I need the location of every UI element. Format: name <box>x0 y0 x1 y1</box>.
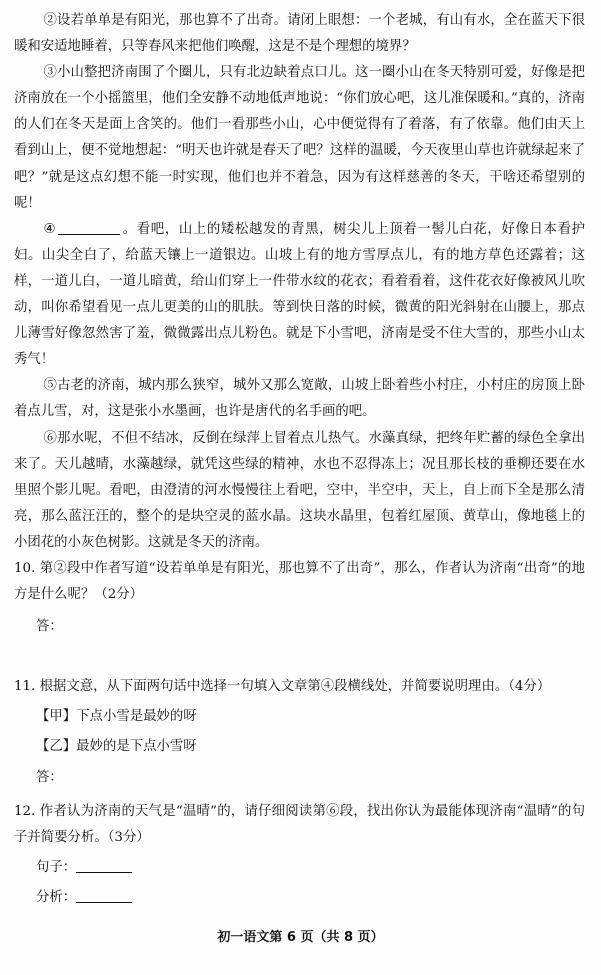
question-number: 11. <box>14 679 36 695</box>
paragraph-number: ⑤ <box>43 378 58 394</box>
analysis-answer-line[interactable] <box>76 888 132 903</box>
question-12 <box>14 799 585 851</box>
question-text: 第②段中作者写道“设若单单是有阳光，那也算不了出奇”，那么，作者认为济南“出奇”的地方是什么呢？（2分） <box>14 560 585 603</box>
option-b: 【乙】最妙的是下点小雪呀 <box>36 739 197 755</box>
question-10 <box>14 556 585 608</box>
paragraph-text: 小山整把济南围了个圈儿，只有北边缺着点口儿。这一圈小山在冬天特别可爱，好像是把济南放在一个小摇篮里，他们全安静不动地低声地说：“你们放心吧，这儿准保暖和。”真的，济南的人们在冬天是面上含笑的。他们一看那些小山，心中便觉得有了着落，有了依靠。他们由天上看到山上，便不觉地想起：“明天也许就是春天了吧？这样的温暖，今天夜里山草也许就绿起来了吧？”就是这点幻想不能一时实现，他们也并不着急，因为有这样慈善的冬天，干啥还希望别的呢！ <box>14 65 586 211</box>
question-number: 12. <box>14 803 36 819</box>
question-11 <box>14 674 585 700</box>
paragraph-5 <box>14 373 585 425</box>
page-footer: 初一语文第 6 页（共 8 页） <box>217 930 384 945</box>
paragraph-number: ⑥ <box>43 430 58 446</box>
paragraph-2 <box>14 8 585 60</box>
paragraph-text: 设若单单是有阳光，那也算不了出奇。请闭上眼想：一个老城，有山有水，全在蓝天下很暖和安适地睡着，只等春风来把他们唤醒，这是不是个理想的境界？ <box>14 13 586 55</box>
paragraph-text: 。看吧，山上的矮松越发的青黑，树尖儿上顶着一髻儿白花，好像日本看护妇。山尖全白了，给蓝天镶上一道银边。山坡上有的地方雪厚点儿，有的地方草色还露着；这样，一道儿白，一道儿暗黄，给山们穿上一件带水纹的花衣；看着看着，这件花衣好像被风儿吹动，叫你希望看见一点儿更美的山的肌肤。等到快日落的时候，微黄的阳光斜射在山腰上，那点儿薄雪好像忽然害了羞，微微露出点儿粉色。就是下小雪吧，济南是受不住大雪的，那些小山太秀气！ <box>14 221 585 368</box>
sentence-answer-line[interactable] <box>76 858 132 873</box>
paragraph-4 <box>14 217 585 374</box>
paragraph-6 <box>14 426 585 556</box>
analysis-answer-row <box>14 885 585 911</box>
question-10-answer[interactable] <box>14 614 585 640</box>
question-11-answer[interactable] <box>14 765 585 791</box>
answer-label: 答： <box>36 769 63 785</box>
sentence-answer-row <box>14 855 585 881</box>
question-number: 10. <box>14 560 36 576</box>
paragraph-text: 那水呢，不但不结冰，反倒在绿萍上冒着点儿热气。水藻真绿，把终年贮蓄的绿色全拿出来了。天儿越晴，水藻越绿，就凭这些绿的精神，水也不忍得冻上；况且那长枝的垂柳还要在水里照个影儿呢。看吧，由澄清的河水慢慢往上看吧，空中，半空中，天上，自上而下全是那么清亮，那么蓝汪汪的，整个的是块空灵的蓝水晶。这块水晶里，包着红屋顶、黄草山，像地毯上的小团花的小灰色树影。这就是冬天的济南。 <box>14 430 586 550</box>
paragraph-number: ② <box>43 13 58 28</box>
fill-in-blank[interactable] <box>58 220 120 235</box>
question-text: 作者认为济南的天气是“温晴”的，请仔细阅读第⑥段，找出你认为最能体现济南“温晴”的句子并简要分析。（3分） <box>14 803 585 845</box>
paragraph-number: ④ <box>43 221 57 237</box>
question-text: 根据文意，从下面两句话中选择一句填入文章第④段横线处，并简要说明理由。（4分） <box>39 679 551 695</box>
analysis-label: 分析： <box>36 889 77 905</box>
answer-label: 答： <box>36 619 63 635</box>
paragraph-number: ③ <box>43 65 58 81</box>
paragraph-3 <box>14 60 585 217</box>
paragraph-text: 古老的济南，城内那么狭窄，城外又那么宽敞，山坡上卧着些小村庄，小村庄的房顶上卧着点儿雪，对，这是张小水墨画，也许是唐代的名手画的吧。 <box>14 378 586 420</box>
sentence-label: 句子： <box>36 859 77 875</box>
option-a: 【甲】下点小雪是最妙的呀 <box>36 709 197 725</box>
